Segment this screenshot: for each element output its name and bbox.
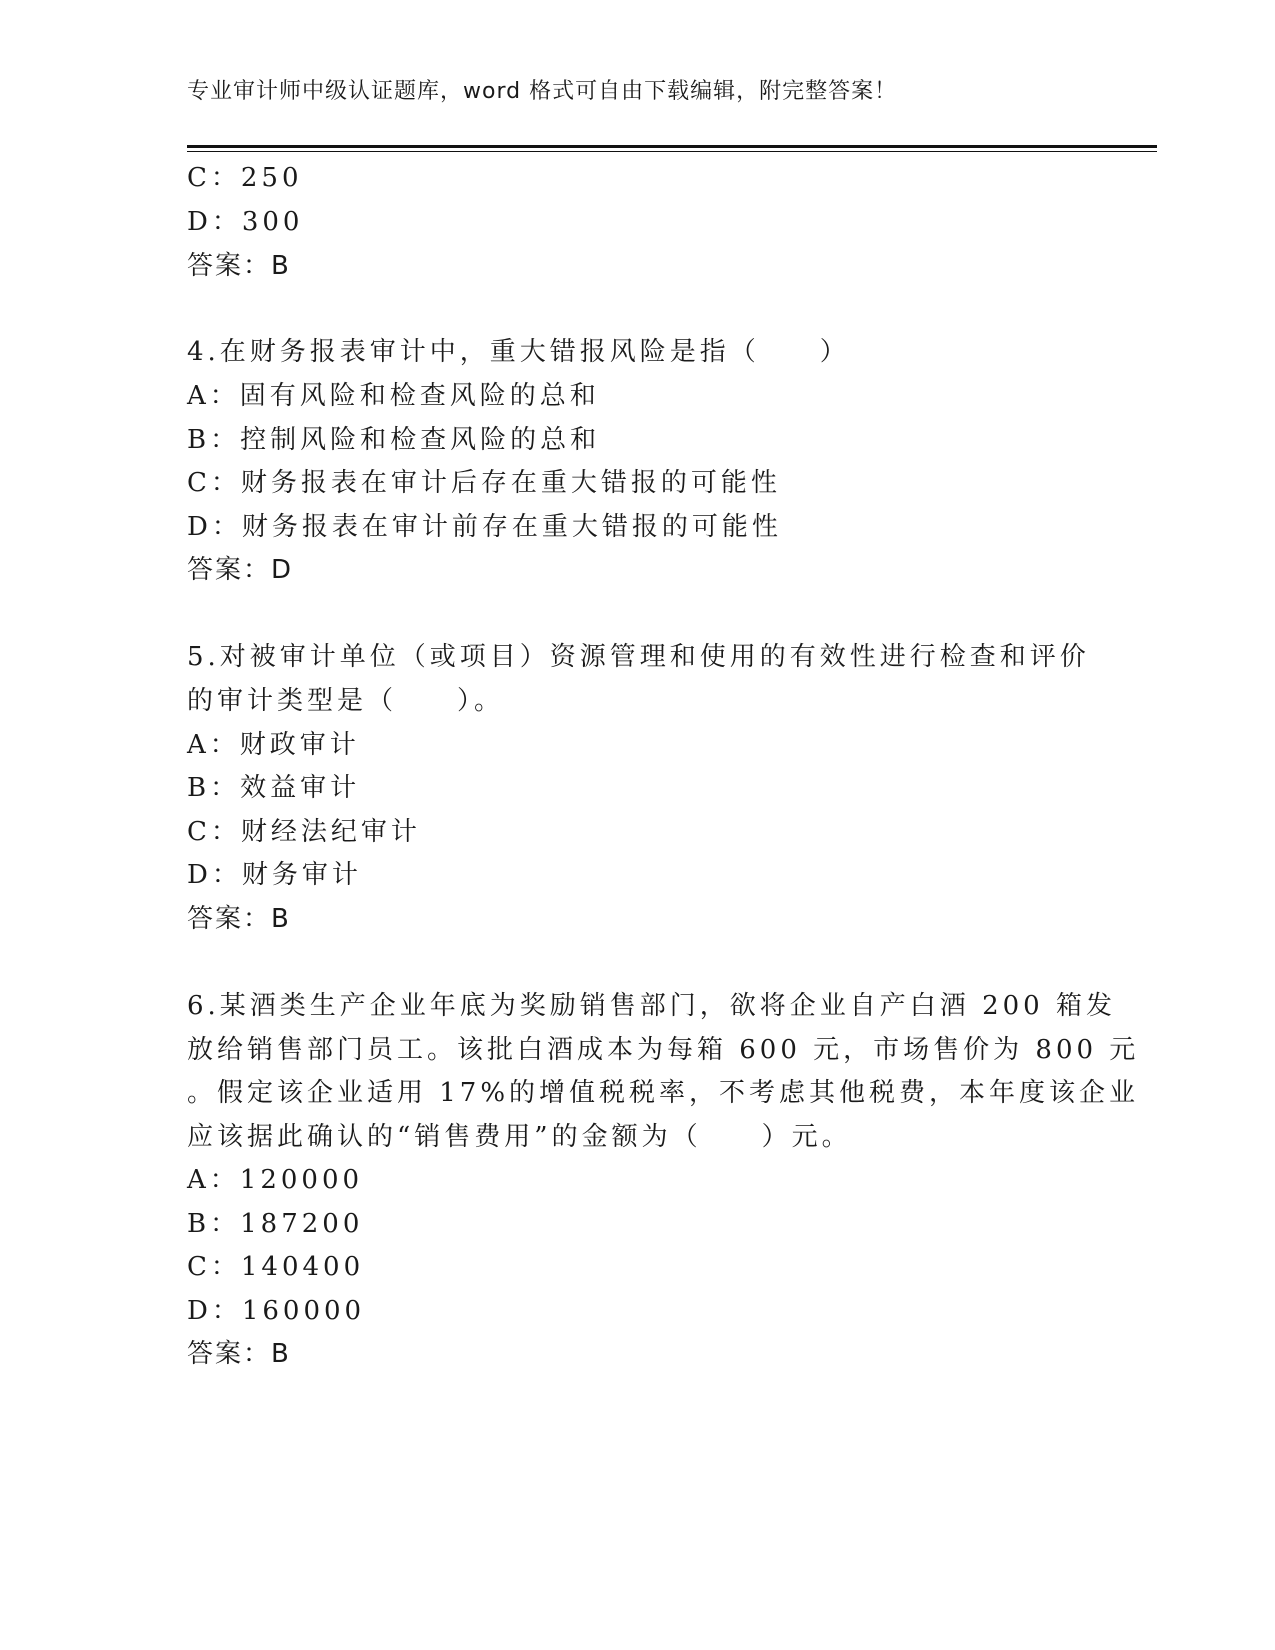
question-6-stem-line-1: 6.某酒类生产企业年底为奖励销售部门，欲将企业自产白酒 200 箱发 [187, 991, 1116, 1021]
question-6-stem-line-3: 。假定该企业适用 17%的增值税税率，不考虑其他税费，本年度该企业 [187, 1078, 1140, 1108]
question-6-option-d: D：160000 [187, 1296, 366, 1326]
question-5-option-c: C：财经法纪审计 [187, 817, 421, 847]
option-c: C：250 [187, 163, 303, 193]
question-4-stem: 4.在财务报表审计中，重大错报风险是指（ ） [187, 337, 850, 367]
question-5-stem-line-2: 的审计类型是（ ）。 [187, 686, 505, 716]
question-4-option-c: C：财务报表在审计后存在重大错报的可能性 [187, 468, 781, 498]
question-6-stem-line-2: 放给销售部门员工。该批白酒成本为每箱 600 元，市场售价为 800 元 [187, 1035, 1140, 1065]
answer-line: 答案：B [187, 251, 291, 281]
header-divider-thin [187, 151, 1157, 152]
page-header: 专业审计师中级认证题库，word 格式可自由下载编辑，附完整答案！ [187, 79, 898, 104]
question-4-option-b: B：控制风险和检查风险的总和 [187, 425, 601, 455]
question-5-option-b: B：效益审计 [187, 773, 361, 803]
header-divider-thick [187, 145, 1157, 148]
option-d: D：300 [187, 207, 304, 237]
question-4-option-a: A：固有风险和检查风险的总和 [187, 381, 600, 411]
question-6-answer: 答案：B [187, 1339, 291, 1369]
question-5-option-d: D：财务审计 [187, 860, 362, 890]
question-6-option-b: B：187200 [187, 1209, 364, 1239]
question-6-option-a: A：120000 [187, 1165, 364, 1195]
question-4-answer: 答案：D [187, 555, 294, 585]
question-5-answer: 答案：B [187, 904, 291, 934]
question-5-stem-line-1: 5.对被审计单位（或项目）资源管理和使用的有效性进行检查和评价 [187, 642, 1090, 672]
question-4-option-d: D：财务报表在审计前存在重大错报的可能性 [187, 512, 782, 542]
question-5-option-a: A：财政审计 [187, 730, 360, 760]
question-6-stem-line-4: 应该据此确认的“销售费用”的金额为（ ）元。 [187, 1122, 852, 1152]
question-6-option-c: C：140400 [187, 1252, 365, 1282]
